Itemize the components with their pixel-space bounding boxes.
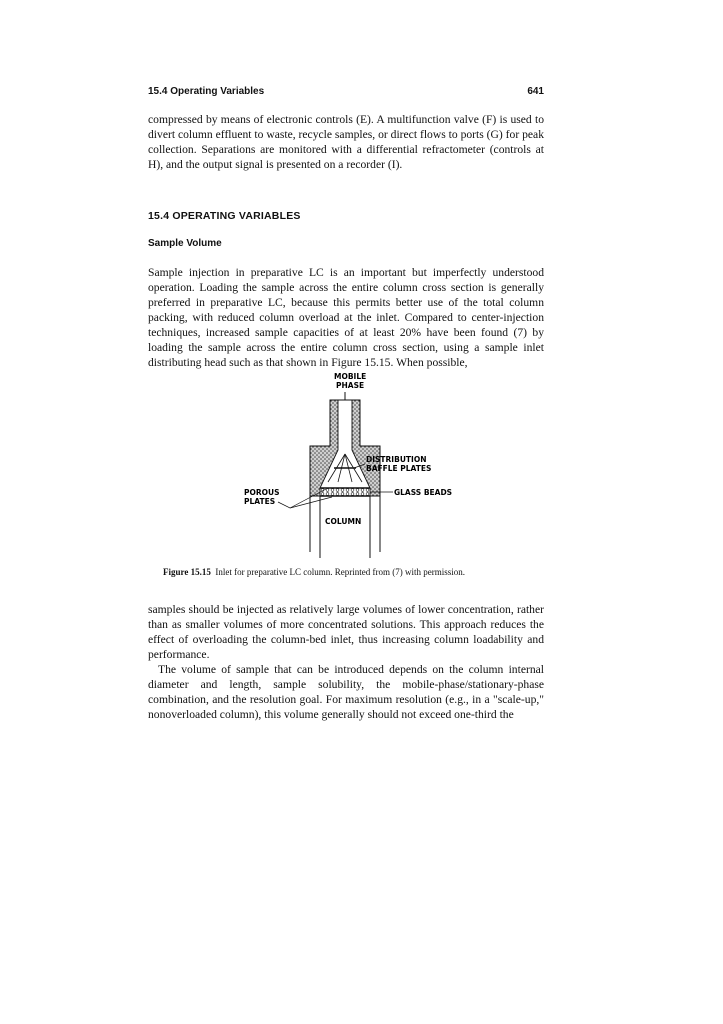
text-block-bottom bbox=[148, 602, 544, 722]
header-section-title: 15.4 Operating Variables bbox=[148, 86, 265, 97]
leader-porous-lower bbox=[290, 497, 332, 508]
page-number: 641 bbox=[527, 86, 544, 97]
label-distribution: DISTRIBUTION bbox=[366, 455, 427, 464]
label-column: COLUMN bbox=[325, 517, 362, 526]
caption-text: Inlet for preparative LC column. Reprinted from (7) with permission. bbox=[215, 567, 466, 577]
paragraph-continuation: compressed by means of electronic controls (E). A multifunction valve (F) is used to divert column effluent to waste, recycle samples, or direct flows to ports (G) for peak collection. Separations are monitored with a differential refractometer (controls at H), and the output signal is presented on a recorder (I). bbox=[148, 113, 544, 171]
inlet-cone bbox=[320, 400, 370, 488]
label-plates: PLATES bbox=[244, 497, 276, 506]
text-block-sample-volume bbox=[148, 265, 544, 370]
label-glass-beads: GLASS BEADS bbox=[394, 488, 453, 497]
label-porous: POROUS bbox=[244, 488, 280, 497]
paragraph-after-figure: samples should be injected as relatively large volumes of lower concentration, rather than as smaller volumes of more concentrated solutions. This approach reduces the effect of overloading the column-bed inlet, thus increasing column loadability and performance. bbox=[148, 603, 544, 661]
glass-beads-layer bbox=[320, 488, 370, 496]
paragraph-sample-injection: Sample injection in preparative LC is an important but imperfectly understood operation. Loading the sample across the entire column cross section is generally preferred in preparative LC, because this permits better use of the total column packing, with reduced column overload at the inlet. Compared to center-injection techniques, increased sample capacities of at least 20% have been found (7) by loading the sample across the entire column cross section, using a sample inlet distributing head such as that shown in Figure 15.15. When possible, bbox=[148, 266, 544, 369]
text-block-top bbox=[148, 112, 544, 172]
running-header bbox=[148, 86, 544, 102]
subsection-heading: Sample Volume bbox=[148, 238, 222, 249]
paragraph-volume: The volume of sample that can be introduced depends on the column internal diameter and length, sample solubility, the mobile-phase/stationary-phase combination, and the resolution goal. For maximum resolution (e.g., in a "scale-up," nonoverloaded column), this volume generally should not exceed one-third the bbox=[148, 663, 544, 721]
label-mobile: MOBILE bbox=[334, 372, 367, 381]
column-inlet-diagram bbox=[230, 372, 480, 558]
caption-label: Figure 15.15 bbox=[163, 567, 211, 577]
figure-caption bbox=[163, 567, 465, 577]
section-heading: 15.4 OPERATING VARIABLES bbox=[148, 210, 301, 222]
figure-15-15 bbox=[230, 372, 480, 558]
label-baffle-plates: BAFFLE PLATES bbox=[366, 464, 432, 473]
label-phase: PHASE bbox=[336, 381, 365, 390]
